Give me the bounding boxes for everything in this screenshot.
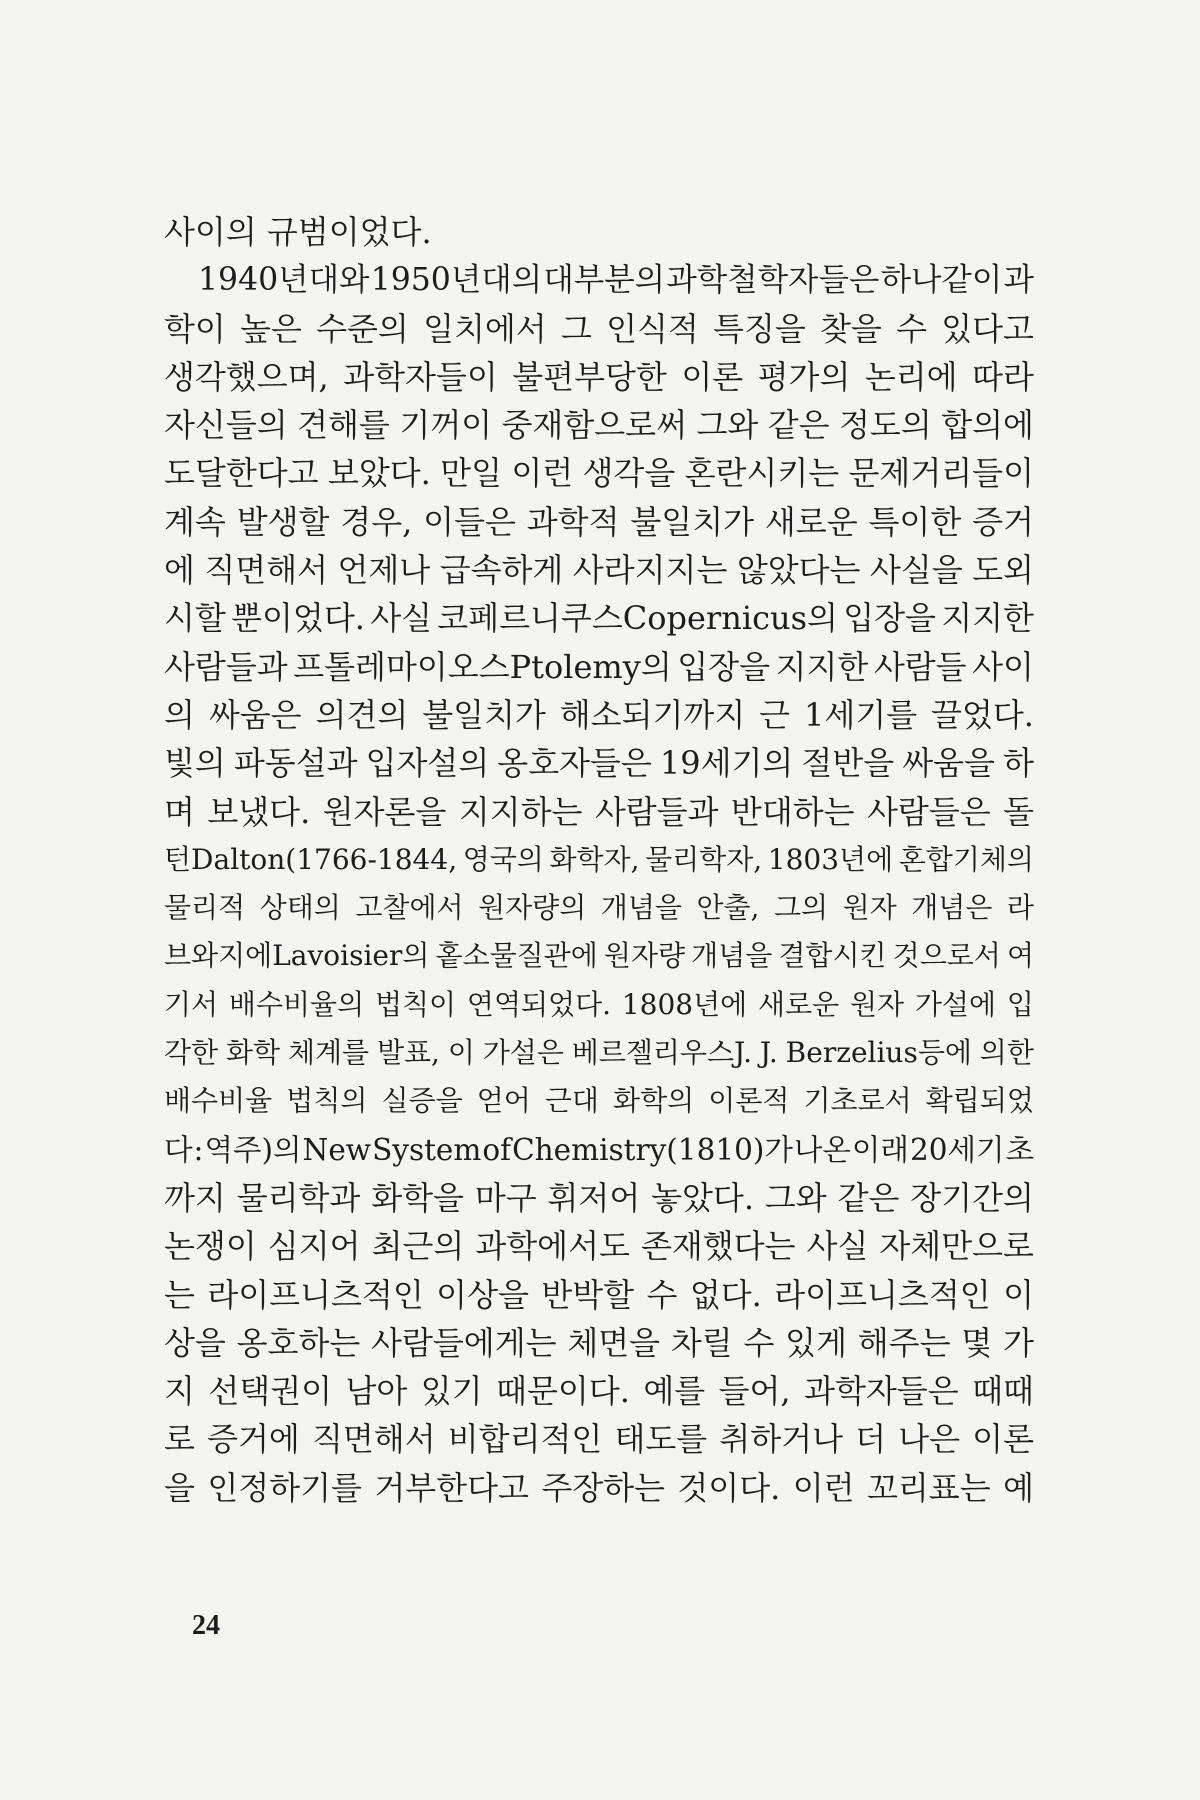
text-line	[164, 1174, 1034, 1222]
word: 과학자들이	[343, 357, 498, 396]
word: of	[482, 1132, 512, 1167]
word: 경우,	[340, 502, 413, 541]
word: 같은	[837, 1178, 900, 1217]
text-line	[164, 353, 1034, 401]
word: 사실을	[869, 551, 963, 590]
word: System	[372, 1132, 482, 1167]
word: 수	[743, 1323, 775, 1362]
word: 휘저어	[547, 1178, 641, 1217]
word: 19세기의	[659, 744, 794, 783]
word: 하	[1003, 744, 1034, 783]
word: 각한	[164, 1036, 219, 1070]
word: 예	[1003, 1468, 1034, 1507]
word: 심지어	[267, 1227, 361, 1266]
word: 존재했다는	[640, 1227, 796, 1266]
word: 예를	[643, 1372, 706, 1411]
word: 입	[1006, 987, 1034, 1021]
word: 과학자들은	[804, 1372, 959, 1411]
word: 입장을	[677, 647, 771, 686]
word: 물리적	[164, 891, 246, 925]
text-line	[164, 788, 1034, 836]
word: 과학적	[526, 502, 620, 541]
word: 때문이다.	[496, 1372, 630, 1411]
text-line	[164, 401, 1034, 449]
word: 특징을	[713, 309, 806, 348]
text-line	[164, 546, 1034, 594]
word: 증거	[972, 502, 1034, 541]
word: 절반을	[801, 744, 895, 783]
word: 새로운	[758, 987, 840, 1021]
word: 코페르니쿠스Copernicus의	[437, 599, 838, 638]
text-line	[164, 1319, 1034, 1367]
word: 화학자,	[549, 842, 640, 876]
word: 근대	[544, 1084, 599, 1118]
word: 사이	[972, 647, 1034, 686]
word: 그와	[764, 1178, 827, 1217]
word: 그	[560, 309, 592, 348]
text-line: 사이의 규범이었다.	[164, 213, 432, 251]
text-line	[164, 739, 1034, 787]
word: 찾을	[820, 309, 882, 348]
text-line	[164, 1029, 1034, 1077]
word: 인정하기를	[207, 1468, 362, 1507]
word: 끌었다.	[931, 695, 1034, 734]
word: 근	[759, 695, 791, 734]
word: 나은	[898, 1420, 961, 1459]
text-line	[164, 1415, 1034, 1463]
word: Berzelius등에	[785, 1036, 972, 1070]
word: 옹호자들은	[497, 744, 652, 783]
word: 싸움을	[902, 744, 995, 783]
word: 화학의	[613, 1084, 695, 1118]
word: 입장을	[843, 599, 936, 638]
word: 문제거리들이	[848, 454, 1034, 493]
word: 직면해서	[311, 1420, 436, 1459]
text-line	[164, 1222, 1034, 1270]
word: 직면해서	[204, 551, 329, 590]
word: 사람들은	[867, 792, 991, 831]
word: 사람들과	[164, 647, 288, 686]
word: 때때	[972, 1372, 1034, 1411]
word: 사람들	[873, 647, 967, 686]
text-line	[164, 1077, 1034, 1125]
word: 화학	[225, 1036, 281, 1070]
word: 혼란시키는	[684, 454, 840, 493]
word: 정도의	[839, 406, 932, 445]
word: 옹호하는	[236, 1323, 361, 1362]
word: 싸움은	[208, 695, 302, 734]
word: 지지한	[941, 599, 1034, 638]
word: 사라지지는	[572, 551, 728, 590]
word: 그의	[773, 891, 829, 925]
word: 생각을	[582, 454, 676, 493]
word: 계속	[164, 502, 226, 541]
word: 도달한다고	[164, 454, 319, 493]
word: 평가의	[757, 357, 851, 396]
word: 장기간의	[910, 1178, 1034, 1217]
word: 생각했으며,	[164, 357, 329, 396]
text-line	[164, 884, 1034, 932]
word: 이	[447, 1036, 475, 1070]
word: 기초로서	[803, 1084, 912, 1118]
word: 배수비율	[164, 1084, 273, 1118]
word: 과학철학자들은	[666, 262, 880, 299]
word: 있게	[785, 1323, 847, 1362]
word: 빛의	[164, 744, 226, 783]
word: 이래	[851, 1132, 909, 1167]
word: 1950년대의	[370, 262, 543, 299]
word: 도외	[972, 551, 1034, 590]
word: 체면을	[567, 1323, 661, 1362]
word: Chemistry(1810)가	[512, 1132, 793, 1167]
text-line	[164, 691, 1034, 739]
word: 혼합기체의	[898, 842, 1034, 876]
word: 실증을	[381, 1084, 463, 1118]
word: 일치에서	[423, 309, 547, 348]
text-line	[164, 256, 1034, 304]
word: 있다고	[941, 309, 1034, 348]
word: 얻어	[476, 1084, 531, 1118]
word: 사람들에게는	[371, 1323, 557, 1362]
word: 파동설과	[233, 744, 358, 783]
word: 최근의	[371, 1227, 465, 1266]
word: 합의에	[941, 406, 1034, 445]
word: 이들은	[423, 502, 516, 541]
word: 해소되기까지	[559, 695, 746, 734]
word: 기꺼이	[399, 406, 493, 445]
word: 불일치가	[630, 502, 755, 541]
word: 나온	[793, 1132, 851, 1167]
word: J.	[759, 1036, 778, 1070]
word: 1803년에	[767, 842, 894, 876]
word: 로	[164, 1420, 195, 1459]
word: 라이프니츠적인	[207, 1275, 424, 1314]
text-line	[164, 305, 1034, 353]
word: 원자론을	[322, 792, 447, 831]
word: 의	[164, 695, 195, 734]
word: 만일	[440, 454, 502, 493]
word: 해주는	[857, 1323, 951, 1362]
word: 발생할	[236, 502, 330, 541]
word: 보냈다.	[207, 792, 311, 831]
word: 상태의	[259, 891, 341, 925]
word: 것으로서	[892, 939, 1001, 973]
word: 이런	[792, 1468, 855, 1507]
word: 더	[855, 1420, 887, 1459]
word: 확립되었	[925, 1084, 1034, 1118]
word: 초	[1005, 1132, 1034, 1167]
word: 급속하게	[439, 551, 564, 590]
word: 베르젤리우스J.	[571, 1036, 752, 1070]
word: 개념을	[691, 939, 773, 973]
word: 견해를	[297, 406, 390, 445]
word: 개념을	[600, 891, 682, 925]
word: 체계를	[287, 1036, 370, 1070]
word: 원자	[842, 891, 897, 925]
word: 1808년에	[621, 987, 748, 1021]
word: 마구	[474, 1178, 537, 1217]
word: 프톨레마이오스Ptolemy의	[293, 647, 672, 686]
word: 라이프니츠적인	[774, 1275, 991, 1314]
word: 사실	[370, 599, 433, 638]
word: 개념은	[911, 891, 993, 925]
text-line	[164, 836, 1034, 884]
word: 논리에	[864, 357, 958, 396]
word: 이상을	[436, 1275, 529, 1314]
word: 까지	[164, 1178, 226, 1217]
word: 20세기	[909, 1132, 1005, 1167]
word: 홑소물질관에	[435, 939, 598, 973]
word: 는	[164, 1275, 195, 1314]
word: 역주)의	[204, 1132, 302, 1167]
word: 학이	[164, 309, 226, 348]
word: 남아	[345, 1372, 408, 1411]
word: 같은	[767, 406, 830, 445]
word: 안출,	[696, 891, 760, 925]
word: 태도를	[614, 1420, 708, 1459]
word: 선택권이	[208, 1372, 333, 1411]
word: :	[193, 1132, 204, 1167]
word: 가	[1003, 1323, 1034, 1362]
word: 불일치가	[422, 695, 546, 734]
word: 1세기를	[804, 695, 918, 734]
word: 놓았다.	[651, 1178, 755, 1217]
word: 원자량	[603, 939, 686, 973]
word: 따라	[972, 357, 1034, 396]
word: 반박할	[541, 1275, 635, 1314]
word: 대부분의	[543, 262, 666, 299]
word: 다	[164, 1132, 193, 1167]
word: 거부한다고	[374, 1468, 529, 1507]
word: 언제나	[337, 551, 431, 590]
word: 주장하는	[541, 1468, 665, 1507]
word: 라	[1006, 891, 1034, 925]
word: 여	[1006, 939, 1034, 973]
word: 고찰에서	[355, 891, 464, 925]
text-line	[164, 594, 1034, 642]
text-line	[164, 1464, 1034, 1512]
word: 1940년대와	[198, 262, 370, 299]
word: 들어,	[718, 1372, 791, 1411]
word: 차릴	[670, 1323, 733, 1362]
word: 높은	[240, 309, 302, 348]
word: 며	[164, 792, 195, 831]
word: 입자설의	[365, 744, 490, 783]
word: 반대하는	[730, 792, 855, 831]
word: 새로운	[764, 502, 858, 541]
word: 가설에	[914, 987, 997, 1021]
word: 돌	[1003, 792, 1034, 831]
word: 하나같이	[880, 262, 1003, 299]
word: 불편부당한	[512, 357, 667, 396]
word: 과학에서도	[475, 1227, 630, 1266]
word: 이	[1003, 1275, 1034, 1314]
text-line	[164, 1271, 1034, 1319]
word: 않았다는	[736, 551, 861, 590]
word: 사람들과	[594, 792, 719, 831]
word: 자체만으로	[879, 1227, 1034, 1266]
word: 법칙의	[286, 1084, 368, 1118]
word: 턴Dalton(1766-1844,	[164, 842, 458, 876]
word: 것이다.	[677, 1468, 781, 1507]
text-line	[164, 1126, 1034, 1174]
text-line	[164, 449, 1034, 497]
word: 에	[164, 551, 195, 590]
text-line	[164, 981, 1034, 1029]
word: 원자	[849, 987, 905, 1021]
text-line	[164, 932, 1034, 980]
text-line	[164, 1367, 1034, 1415]
word: 을	[164, 1468, 195, 1507]
text-line	[164, 643, 1034, 691]
word: 없다.	[689, 1275, 762, 1314]
word: 상을	[164, 1323, 226, 1362]
word: 그와	[696, 406, 759, 445]
word: 수준의	[316, 309, 409, 348]
word: 보았다.	[327, 454, 431, 493]
word: 중재함으로써	[501, 406, 687, 445]
word: New	[302, 1132, 372, 1167]
word: 영국의	[462, 842, 544, 876]
word: 증거에	[207, 1420, 300, 1459]
page-number: 24	[192, 1610, 220, 1641]
word: 몇	[961, 1323, 993, 1362]
text-line	[164, 498, 1034, 546]
word: 이론적	[708, 1084, 790, 1118]
word: 지지하는	[458, 792, 583, 831]
word: 논쟁이	[164, 1227, 257, 1266]
word: 의한	[979, 1036, 1034, 1070]
word: 취하거나	[719, 1420, 843, 1459]
body-text	[164, 208, 1034, 1512]
word: 수	[896, 309, 927, 348]
word: 가설은	[482, 1036, 564, 1070]
word: 특이한	[868, 502, 962, 541]
word: 뿐이었다.	[231, 599, 365, 638]
word: 물리학자,	[645, 842, 763, 876]
word: 의견의	[315, 695, 409, 734]
word: 자신들의	[164, 406, 288, 445]
word: 이론	[972, 1420, 1034, 1459]
word: 과	[1003, 262, 1034, 299]
word: 화학을	[371, 1178, 464, 1217]
word: 이런	[511, 454, 574, 493]
word: 법칙이	[374, 987, 457, 1021]
word: 있기	[420, 1372, 483, 1411]
word: 수	[646, 1275, 678, 1314]
word: 시할	[164, 599, 226, 638]
word: 결합시킨	[778, 939, 887, 973]
word: 지	[164, 1372, 195, 1411]
word: 발표,	[376, 1036, 440, 1070]
word: 원자량의	[478, 891, 587, 925]
word: 물리학과	[236, 1178, 361, 1217]
word: 연역되었다.	[466, 987, 612, 1021]
word: 배수비율의	[228, 987, 365, 1021]
word: 브와지에Lavoisier의	[164, 939, 430, 973]
word: 이론	[681, 357, 744, 396]
word: 지지한	[775, 647, 869, 686]
word: 기서	[164, 987, 219, 1021]
word: 꼬리표는	[866, 1468, 991, 1507]
word: 비합리적인	[447, 1420, 603, 1459]
word: 인식적	[606, 309, 699, 348]
word: 사실	[806, 1227, 869, 1266]
